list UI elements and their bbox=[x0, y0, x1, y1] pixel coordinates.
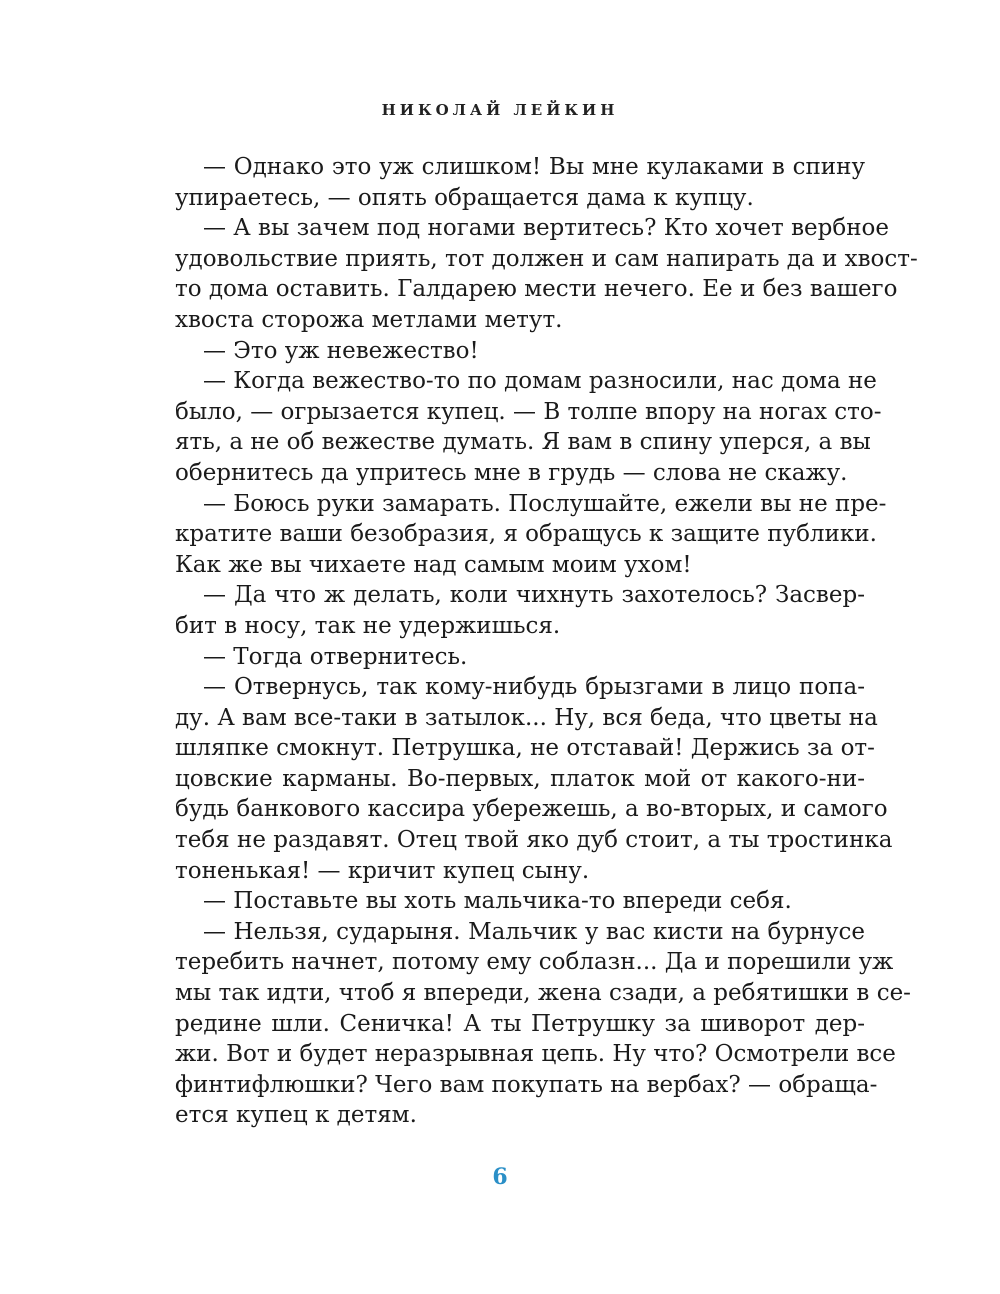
text-line: тебя не раздавят. Отец твой яко дуб стоит, а ты тростинка bbox=[175, 827, 893, 854]
text-line: — Отвернусь, так кому-нибудь брызгами в лицо попа- bbox=[203, 674, 865, 701]
text-line: шляпке смокнут. Петрушка, не отставай! Держись за от- bbox=[175, 735, 875, 762]
text-line: будь банкового кассира убережешь, а во-вторых, и самого bbox=[175, 796, 888, 823]
body-text bbox=[175, 152, 918, 1131]
text-line: — Поставьте вы хоть мальчика-то впереди себя. bbox=[203, 888, 792, 915]
text-line: цовские карманы. Во-первых, платок мой от какого-ни- bbox=[175, 765, 865, 792]
text-line: — Когда вежество-то по домам разносили, нас дома не bbox=[203, 368, 877, 395]
text-line: обернитесь да упритесь мне в грудь — слова не скажу. bbox=[175, 459, 848, 486]
text-line: бит в носу, так не удержишься. bbox=[175, 612, 561, 639]
text-line: теребить начнет, потому ему соблазн... Да и порешили уж bbox=[175, 949, 894, 976]
text-line: ется купец к детям. bbox=[175, 1102, 417, 1129]
text-line: удовольствие приять, тот должен и сам напирать да и хвост- bbox=[175, 245, 918, 272]
text-line: редине шли. Сеничка! А ты Петрушку за шиворот дер- bbox=[175, 1010, 865, 1037]
text-line: — Это уж невежество! bbox=[203, 337, 479, 364]
text-line: — Нельзя, сударыня. Мальчик у вас кисти на бурнусе bbox=[203, 918, 865, 945]
text-line: жи. Вот и будет неразрывная цепь. Ну что? Осмотрели все bbox=[175, 1041, 896, 1068]
text-line: упираетесь, — опять обращается дама к купцу. bbox=[175, 184, 754, 211]
text-line: хвоста сторожа метлами метут. bbox=[175, 306, 563, 333]
text-line: — Да что ж делать, коли чихнуть захотелось? Засвер- bbox=[203, 582, 865, 609]
page-number: 6 bbox=[492, 1164, 508, 1190]
text-line: Как же вы чихаете над самым моим ухом! bbox=[175, 551, 692, 578]
text-line: — А вы зачем под ногами вертитесь? Кто хочет вербное bbox=[203, 215, 889, 242]
text-line: то дома оставить. Галдарею мести нечего. Ее и без вашего bbox=[175, 276, 898, 303]
text-line: было, — огрызается купец. — В толпе впору на ногах сто- bbox=[175, 398, 882, 425]
text-line: тоненькая! — кричит купец сыну. bbox=[175, 857, 590, 884]
text-line: ять, а не об вежестве думать. Я вам в спину уперся, а вы bbox=[175, 429, 871, 456]
text-line: мы так идти, чтоб я впереди, жена сзади, а ребятишки в се- bbox=[175, 980, 911, 1007]
text-line: ду. А вам все-таки в затылок... Ну, вся беда, что цветы на bbox=[175, 704, 878, 731]
text-line: — Однако это уж слишком! Вы мне кулаками в спину bbox=[203, 154, 865, 180]
text-line: — Тогда отвернитесь. bbox=[203, 643, 468, 670]
running-head-author: НИКОЛАЙ ЛЕЙКИН bbox=[381, 101, 619, 119]
text-line: — Боюсь руки замарать. Послушайте, ежели вы не пре- bbox=[203, 490, 887, 517]
text-line: кратите ваши безобразия, я обращусь к защите публики. bbox=[175, 521, 877, 548]
text-line: финтифлюшки? Чего вам покупать на вербах? — обраща- bbox=[175, 1071, 878, 1098]
